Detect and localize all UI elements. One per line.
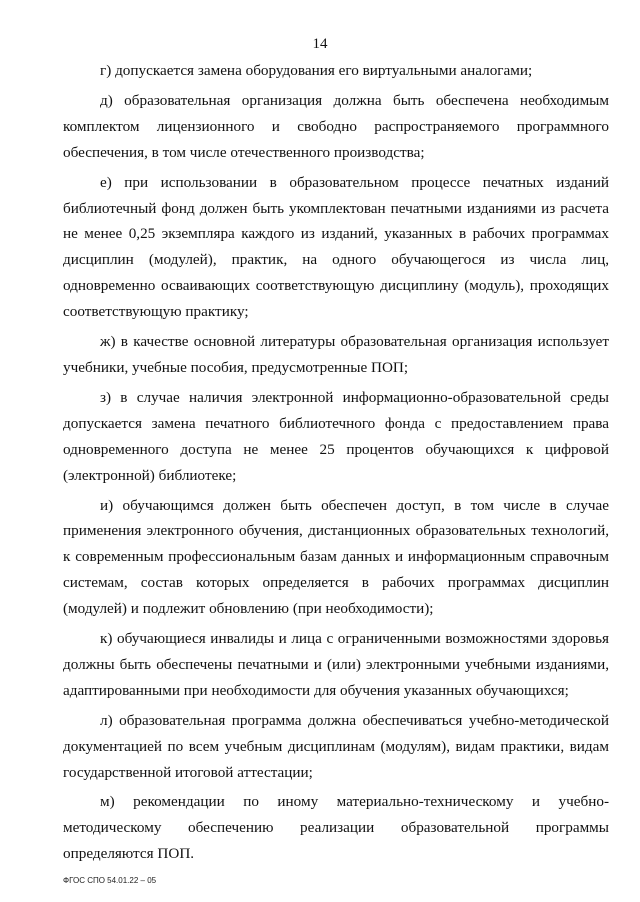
paragraph-e: е) при использовании в образовательном процессе печатных изданий библиотечный фонд должен быть укомплектован печатными изданиями из расчета не менее 0,25 экземпляра каждого из изданий, указанных в рабочих программах дисциплин (модулей), практик, на одного обучающегося из числа лиц, одновременно осваивающих соответствующую дисциплину (модуль), проходящих соответствующую практику; <box>63 173 609 321</box>
paragraph-m: м) рекомендации по иному материально-техническому и учебно-методическому обеспечению реализации образовательной программы определяются ПОП. <box>63 793 609 863</box>
paragraph-l: л) образовательная программа должна обеспечиваться учебно-методической документацией по всем учебным дисциплинам (модулям), видам практики, видам государственной итоговой аттестации; <box>63 711 609 781</box>
page-number: 14 <box>312 36 328 52</box>
paragraph-d: д) образовательная организация должна быть обеспечена необходимым комплектом лицензионного и свободно распространяемого программного обеспечения, в том числе отечественного производства; <box>63 91 609 161</box>
document-body <box>63 58 609 871</box>
document-footer-code: ФГОС СПО 54.01.22 – 05 <box>63 876 157 885</box>
paragraph-g: г) допускается замена оборудования его виртуальными аналогами; <box>100 62 533 79</box>
paragraph-k: к) обучающиеся инвалиды и лица с ограниченными возможностями здоровья должны быть обеспечены печатными и (или) электронными учебными изданиями, адаптированными при необходимости для обучения указанных обучающихся; <box>63 630 609 699</box>
paragraph-i: и) обучающимся должен быть обеспечен доступ, в том числе в случае применения электронного обучения, дистанционных образовательных технологий, к современным профессиональным базам данных и информационным справочным системам, состав которых определяется в рабочих программах дисциплин (модулей) и подлежит обновлению (при необходимости); <box>63 496 609 618</box>
paragraph-zh: ж) в качестве основной литературы образовательная организация использует учебники, учебные пособия, предусмотренные ПОП; <box>63 333 609 376</box>
paragraph-z: з) в случае наличия электронной информационно-образовательной среды допускается замена печатного библиотечного фонда с предоставлением права одновременного доступа не менее 25 процентов обучающихся к цифровой (электронной) библиотеке; <box>63 388 609 484</box>
